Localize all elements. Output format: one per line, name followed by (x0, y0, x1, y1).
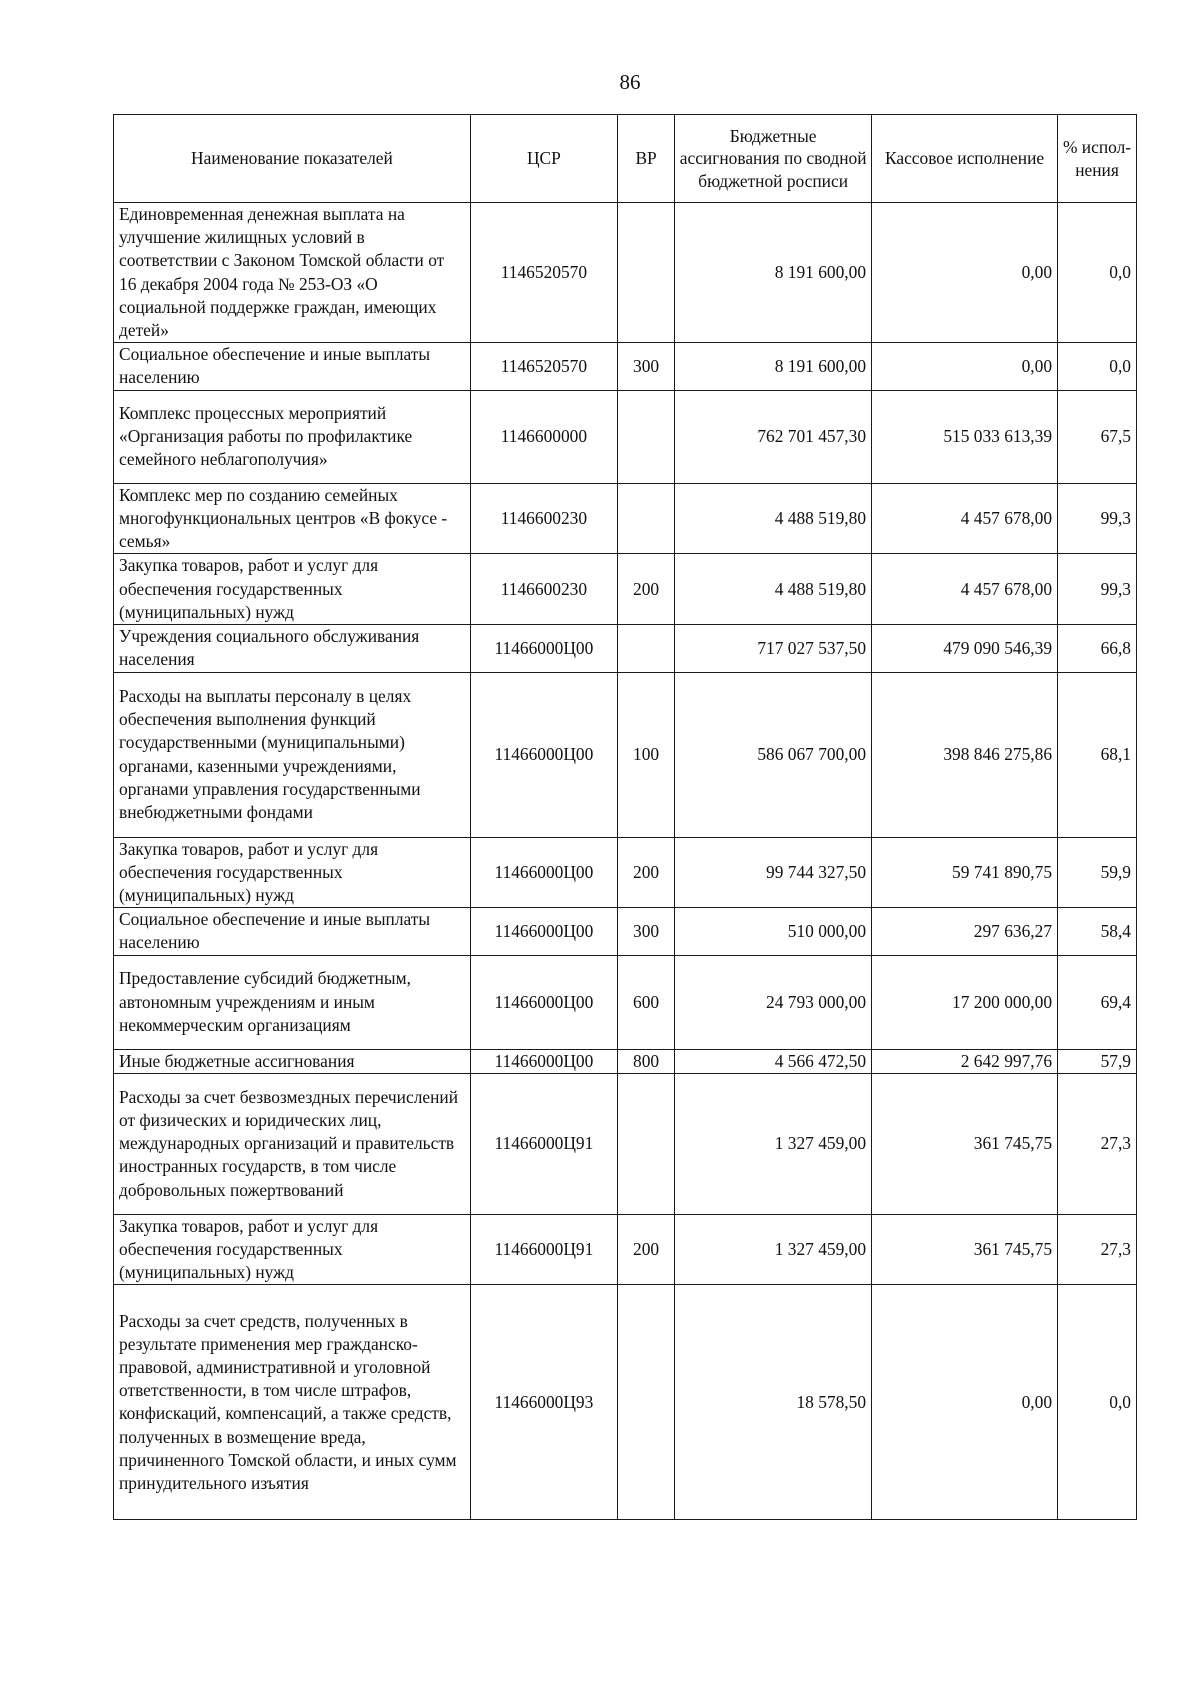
header-budget: Бюджетные ассигнования по сводной бюджетной росписи (675, 115, 872, 203)
row-budget: 4 566 472,50 (675, 1049, 872, 1073)
row-vr: 800 (617, 1049, 674, 1073)
table-row (114, 554, 1137, 625)
row-csr: 1146520570 (470, 203, 617, 343)
row-percent: 27,3 (1058, 1214, 1137, 1285)
row-percent: 0,0 (1058, 1285, 1137, 1520)
row-budget: 586 067 700,00 (675, 672, 872, 837)
row-name: Социальное обеспечение и иные выплаты населению (114, 908, 471, 955)
row-cash: 297 636,27 (872, 908, 1058, 955)
row-name: Учреждения социального обслуживания населения (114, 625, 471, 672)
row-csr: 1146600000 (470, 390, 617, 483)
row-vr (617, 625, 674, 672)
row-cash: 17 200 000,00 (872, 955, 1058, 1049)
row-vr: 300 (617, 908, 674, 955)
row-name: Расходы за счет средств, полученных в результате применения мер гражданско-правовой, административной и уголовной ответственности, в том числе штрафов, конфискаций, компенсаций, а также средств, полученных в возмещение вреда, причиненного Томской области, и иных сумм принудительного изъятия (114, 1285, 471, 1520)
row-name: Комплекс процессных мероприятий «Организация работы по профилактике семейного неблагополучия» (114, 390, 471, 483)
row-vr (617, 1285, 674, 1520)
row-budget: 4 488 519,80 (675, 483, 872, 554)
row-csr: 11466000Ц00 (470, 672, 617, 837)
row-cash: 479 090 546,39 (872, 625, 1058, 672)
row-vr (617, 1073, 674, 1214)
table-row (114, 1285, 1137, 1520)
row-percent: 99,3 (1058, 554, 1137, 625)
row-budget: 99 744 327,50 (675, 837, 872, 908)
table-header-row (114, 115, 1137, 203)
row-csr: 1146600230 (470, 483, 617, 554)
row-cash: 515 033 613,39 (872, 390, 1058, 483)
row-cash: 398 846 275,86 (872, 672, 1058, 837)
table-row (114, 390, 1137, 483)
table-row (114, 837, 1137, 908)
row-cash: 4 457 678,00 (872, 483, 1058, 554)
row-percent: 66,8 (1058, 625, 1137, 672)
header-csr: ЦСР (470, 115, 617, 203)
row-percent: 68,1 (1058, 672, 1137, 837)
row-budget: 510 000,00 (675, 908, 872, 955)
row-name: Единовременная денежная выплата на улучшение жилищных условий в соответствии с Законом Томской области от 16 декабря 2004 года № 253-ОЗ «О социальной поддержке граждан, имеющих детей» (114, 203, 471, 343)
row-csr: 11466000Ц93 (470, 1285, 617, 1520)
row-percent: 99,3 (1058, 483, 1137, 554)
row-name: Закупка товаров, работ и услуг для обеспечения государственных (муниципальных) нужд (114, 1214, 471, 1285)
header-cash: Кассовое исполнение (872, 115, 1058, 203)
row-vr: 200 (617, 554, 674, 625)
row-percent: 67,5 (1058, 390, 1137, 483)
row-vr (617, 390, 674, 483)
table-row (114, 625, 1137, 672)
row-percent: 59,9 (1058, 837, 1137, 908)
table-row (114, 908, 1137, 955)
row-budget: 24 793 000,00 (675, 955, 872, 1049)
row-vr: 300 (617, 343, 674, 390)
row-cash: 59 741 890,75 (872, 837, 1058, 908)
row-vr: 600 (617, 955, 674, 1049)
table-row (114, 1073, 1137, 1214)
row-csr: 11466000Ц00 (470, 908, 617, 955)
row-vr: 200 (617, 1214, 674, 1285)
row-percent: 0,0 (1058, 203, 1137, 343)
row-csr: 11466000Ц00 (470, 625, 617, 672)
row-cash: 361 745,75 (872, 1214, 1058, 1285)
row-name: Предоставление субсидий бюджетным, автономным учреждениям и иным некоммерческим организациям (114, 955, 471, 1049)
table-row (114, 672, 1137, 837)
row-name: Закупка товаров, работ и услуг для обеспечения государственных (муниципальных) нужд (114, 554, 471, 625)
row-budget: 18 578,50 (675, 1285, 872, 1520)
row-percent: 27,3 (1058, 1073, 1137, 1214)
row-budget: 717 027 537,50 (675, 625, 872, 672)
row-name: Расходы за счет безвозмездных перечислений от физических и юридических лиц, международных организаций и правительств иностранных государств, в том числе добровольных пожертвований (114, 1073, 471, 1214)
row-budget: 762 701 457,30 (675, 390, 872, 483)
row-cash: 361 745,75 (872, 1073, 1058, 1214)
row-cash: 2 642 997,76 (872, 1049, 1058, 1073)
row-name: Иные бюджетные ассигнования (114, 1049, 471, 1073)
header-percent: % испол-нения (1058, 115, 1137, 203)
header-vr: ВР (617, 115, 674, 203)
row-vr: 100 (617, 672, 674, 837)
row-percent: 58,4 (1058, 908, 1137, 955)
row-cash: 4 457 678,00 (872, 554, 1058, 625)
row-vr: 200 (617, 837, 674, 908)
row-budget: 8 191 600,00 (675, 203, 872, 343)
table-row (114, 203, 1137, 343)
row-cash: 0,00 (872, 1285, 1058, 1520)
row-csr: 11466000Ц00 (470, 1049, 617, 1073)
row-csr: 11466000Ц00 (470, 837, 617, 908)
page-number: 86 (619, 70, 641, 94)
header-name: Наименование показателей (114, 115, 471, 203)
row-cash: 0,00 (872, 343, 1058, 390)
row-name: Закупка товаров, работ и услуг для обеспечения государственных (муниципальных) нужд (114, 837, 471, 908)
row-percent: 57,9 (1058, 1049, 1137, 1073)
row-csr: 11466000Ц91 (470, 1214, 617, 1285)
row-budget: 8 191 600,00 (675, 343, 872, 390)
row-vr (617, 203, 674, 343)
table-row (114, 483, 1137, 554)
row-vr (617, 483, 674, 554)
row-percent: 0,0 (1058, 343, 1137, 390)
table-row (114, 1049, 1137, 1073)
budget-execution-table (113, 114, 1137, 1520)
row-name: Расходы на выплаты персоналу в целях обеспечения выполнения функций государственными (муниципальными) органами, казенными учреждениями, органами управления государственными внебюджетными фондами (114, 672, 471, 837)
row-cash: 0,00 (872, 203, 1058, 343)
row-name: Социальное обеспечение и иные выплаты населению (114, 343, 471, 390)
table-row (114, 343, 1137, 390)
row-budget: 4 488 519,80 (675, 554, 872, 625)
row-percent: 69,4 (1058, 955, 1137, 1049)
row-csr: 11466000Ц00 (470, 955, 617, 1049)
row-csr: 1146520570 (470, 343, 617, 390)
table-row (114, 1214, 1137, 1285)
row-csr: 1146600230 (470, 554, 617, 625)
row-csr: 11466000Ц91 (470, 1073, 617, 1214)
row-name: Комплекс мер по созданию семейных многофункциональных центров «В фокусе - семья» (114, 483, 471, 554)
row-budget: 1 327 459,00 (675, 1214, 872, 1285)
table-row (114, 955, 1137, 1049)
row-budget: 1 327 459,00 (675, 1073, 872, 1214)
